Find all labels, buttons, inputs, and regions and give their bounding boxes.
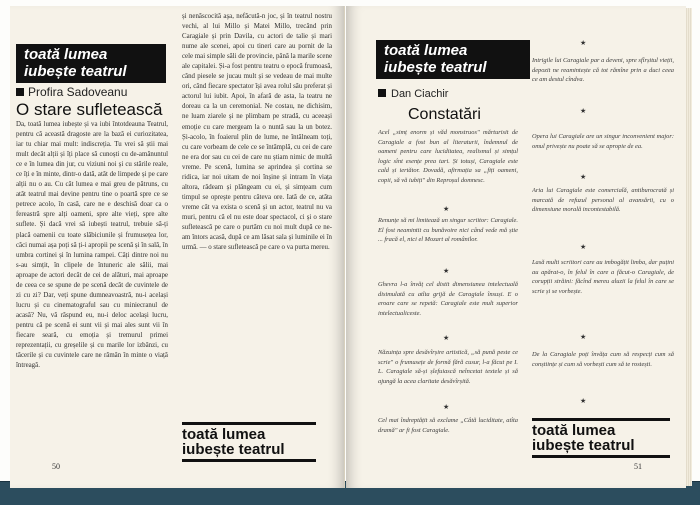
star-separator-icon: ★ bbox=[580, 333, 587, 341]
right-footer-banner bbox=[532, 418, 670, 458]
square-bullet-icon bbox=[378, 89, 386, 97]
right-header-banner bbox=[376, 40, 530, 79]
star-separator-icon: ★ bbox=[443, 267, 450, 275]
right-author-byline bbox=[378, 88, 448, 100]
left-author-name: Profira Sadoveanu bbox=[28, 85, 128, 99]
right-footer-line-1: toată lumea bbox=[532, 422, 616, 439]
left-footer-line-1: toată lumea bbox=[182, 426, 266, 443]
right-author-name: Dan Ciachir bbox=[391, 88, 449, 100]
left-banner-line-1: toată lumea bbox=[24, 46, 108, 63]
left-author-byline bbox=[16, 85, 127, 99]
left-header-banner bbox=[16, 44, 166, 83]
right-quote-col1-4: Năzuința spre desăvîrșire artistică, „să pună peste ce scrie" o frumusețe de formă fără cusur, l-a făcut pe I. L. Caragiale să-și șlefuiască neîncetat textele și să ajungă la acea claritate desăvîrșită. bbox=[378, 349, 518, 385]
page-edge-stack bbox=[686, 8, 692, 486]
right-quote-col2-2: Opera lui Caragiale are un singur inconvenient major: omul privește nu poate să se apropie de ea. bbox=[532, 133, 674, 150]
left-article-column-1: Da, toată lumea iubește și va iubi întotdeauna Teatrul, pentru că această dragoste are la bază ei curiozitatea, iar tu chiar mai mult: indiscreția. Tu vrei să știi mai mult decât alții și îți place să cunoști cu de-amănuntul ce e în lumea din jur, cu viziuni noi și cu stările reale, ce îți e în minte, dintr-o dată, atât de limpede și pe care alții nu o au. Cu cât lumea e mai greu de pătruns, cu atât teatrul mai devine pentru tine o poartă spre ce se petrece acolo, în casă, care ne e deschisă doar ca o fereastră spre alți oameni, spre alte vieți, spre alte suflete. Și dacă vrei să iubești teatrul, trebuie să-ți placă oamenii cu toate slăbiciunile și frumusețea lor, căci numai așa poți să ți-i apropii pe scenă și în sală, în umbra cortinei și în lumina rampei. Câți dintre noi nu s-au simțit, în clipele de întuneric ale sălii, mai aproape de actori decât de cei de alături, mai aproape de ceea ce se spune de pe scenă decât de cuvintele de zi cu zi? Dar, veți spune dumneavoastră, nu-i același lucru și cu cinematograful sau cu miniecranul de acasă? Nu, vă răspund eu, nu-i deloc același lucru, pentru că pe scenă ei sunt vii și mai ales sunt vii în fiecare seară, cu emoția și tremurul primei reprezentații, cu greșelile și cu marile lor izbânzi, cu tăcerile și cu cuvintele care ne rămân în minte o viață întreagă. bbox=[16, 121, 168, 370]
star-separator-icon: ★ bbox=[580, 107, 587, 115]
left-page-number: 50 bbox=[52, 462, 60, 471]
star-separator-icon: ★ bbox=[443, 334, 450, 342]
right-quote-col2-1: Intrigile lui Caragiale par a deveni, spre sfîrșitul vieții, depozit ne reamintește că tot rămîne prin a duci ceea ce am destul cîndva. bbox=[532, 57, 674, 84]
right-page-number: 51 bbox=[634, 462, 642, 471]
star-separator-icon: ★ bbox=[580, 397, 587, 405]
right-quote-col2-3: Aria lui Caragiale este comercială, antiburocrată și marcată de refuzul personal al avansării, cu o dimensiune morală incontestabilă. bbox=[532, 187, 674, 214]
star-separator-icon: ★ bbox=[443, 205, 450, 213]
right-quote-col2-5: De la Caragiale poți învăța cum să respecți cum să conștiințe și cum să vorbești cum să te rostești. bbox=[532, 351, 674, 368]
right-banner-line-2: iubește teatrul bbox=[384, 59, 487, 76]
right-quote-col1-3: Ghevra l-a învăț cel distit dimensiunea intelectuală disimulată cu atîta grijă de Caragiale însuși. E o eroare care se repetă: Caragiale este mult superior intelectualiceste. bbox=[378, 281, 518, 317]
left-article-title: O stare sufletească bbox=[16, 100, 163, 119]
left-footer-banner bbox=[182, 422, 316, 462]
right-quote-col1-5: Cel mai îndreptățit să exclame „Câtă luciditate, atîta dramă" ar fi fost Caragiale. bbox=[378, 417, 518, 434]
right-article-title: Constatări bbox=[408, 106, 481, 123]
left-article-column-2: și nenăscocită aşa, nefăcută-n joc, și în teatrul nostru vechi, al lui Millo și Matei Millo, trecând prin Caragiale și prin Davila, cu actori de talie și mari nume ale scenei, apoi cu tineri care au pornit de la cele mai simple săli de provincie, până la marile scene ale capitalei. Și-a fost pentru teatru o epocă frumoasă, când piesele se jucau mult și se vedeau de mai multe ori, când fiecare spectator își avea rolul său preferat și actorul lui iubit. Apoi, în afară de asta, la teatru ne doreau ca la un ceremonial. Ne costau, ne dichisim, ne luam ziarele și ne plimbam pe stradă, cu aceeași emoție cu care mergeam la o nuntă sau la un botez. Și-acolo, în foaierul plin de lume, ne întâlneam toți, cu care vorbeam de cele ce se întâmplă, cu cei de care ne era dor sau cu cei de care nu știam nimic de multă vreme. Pe scenă, lumina se aprindea și cortina se ridica, iar noi uitam de noi înșine și intram în viața altora, râdeam și plângeam cu ei, și simțeam cum timpul se oprește pentru câteva ore. Iată de ce, atâta vreme cât va exista o scenă și un actor, teatrul nu va muri, pentru că el nu este doar spectacol, ci și o stare sufletească pe care o purtăm cu noi mult după ce ne-am întors acasă, după ce am lăsat sala și luminile ei în urmă. — o stare sufletească pe care o va purta mereu. bbox=[182, 13, 332, 252]
star-separator-icon: ★ bbox=[443, 403, 450, 411]
star-separator-icon: ★ bbox=[580, 39, 587, 47]
right-footer-line-2: iubește teatrul bbox=[532, 437, 635, 454]
right-quote-col1-2: Renunțe să mi limitează un singur scriitor: Caragiale. El fost neamintit cu bunăvoire nici când vede mă știe ... fracă el, nici el Mozart al românilor. bbox=[378, 217, 518, 244]
left-banner-line-2: iubește teatrul bbox=[24, 63, 127, 80]
square-bullet-icon bbox=[16, 88, 24, 96]
right-quote-col1-1: Acel „simț enorm și văd monstruos" mărturisit de Caragiale a fost bun al literaturii, îndemnul de oameni pentru care luciditatea, realismul și simțul logic sînt esențe prea tari. Și totuși, Caragiale este cald și iertător. Dovadă, afirmația sa „fiți oameni, copii, să vă iubiți" din Reproșul domnesc. bbox=[378, 129, 518, 184]
star-separator-icon: ★ bbox=[580, 243, 587, 251]
right-quote-col2-4: Lasă multi scriitori care au imbogățit limba, dar puțini au apărat-o, în felul în care a făcut-o Caragiale, de corupții străini: făcînd mereu aluzii la felul în care se scrie și se vorbește. bbox=[532, 259, 674, 295]
star-separator-icon: ★ bbox=[580, 173, 587, 181]
left-footer-line-2: iubește teatrul bbox=[182, 441, 285, 458]
right-banner-line-1: toată lumea bbox=[384, 42, 468, 59]
